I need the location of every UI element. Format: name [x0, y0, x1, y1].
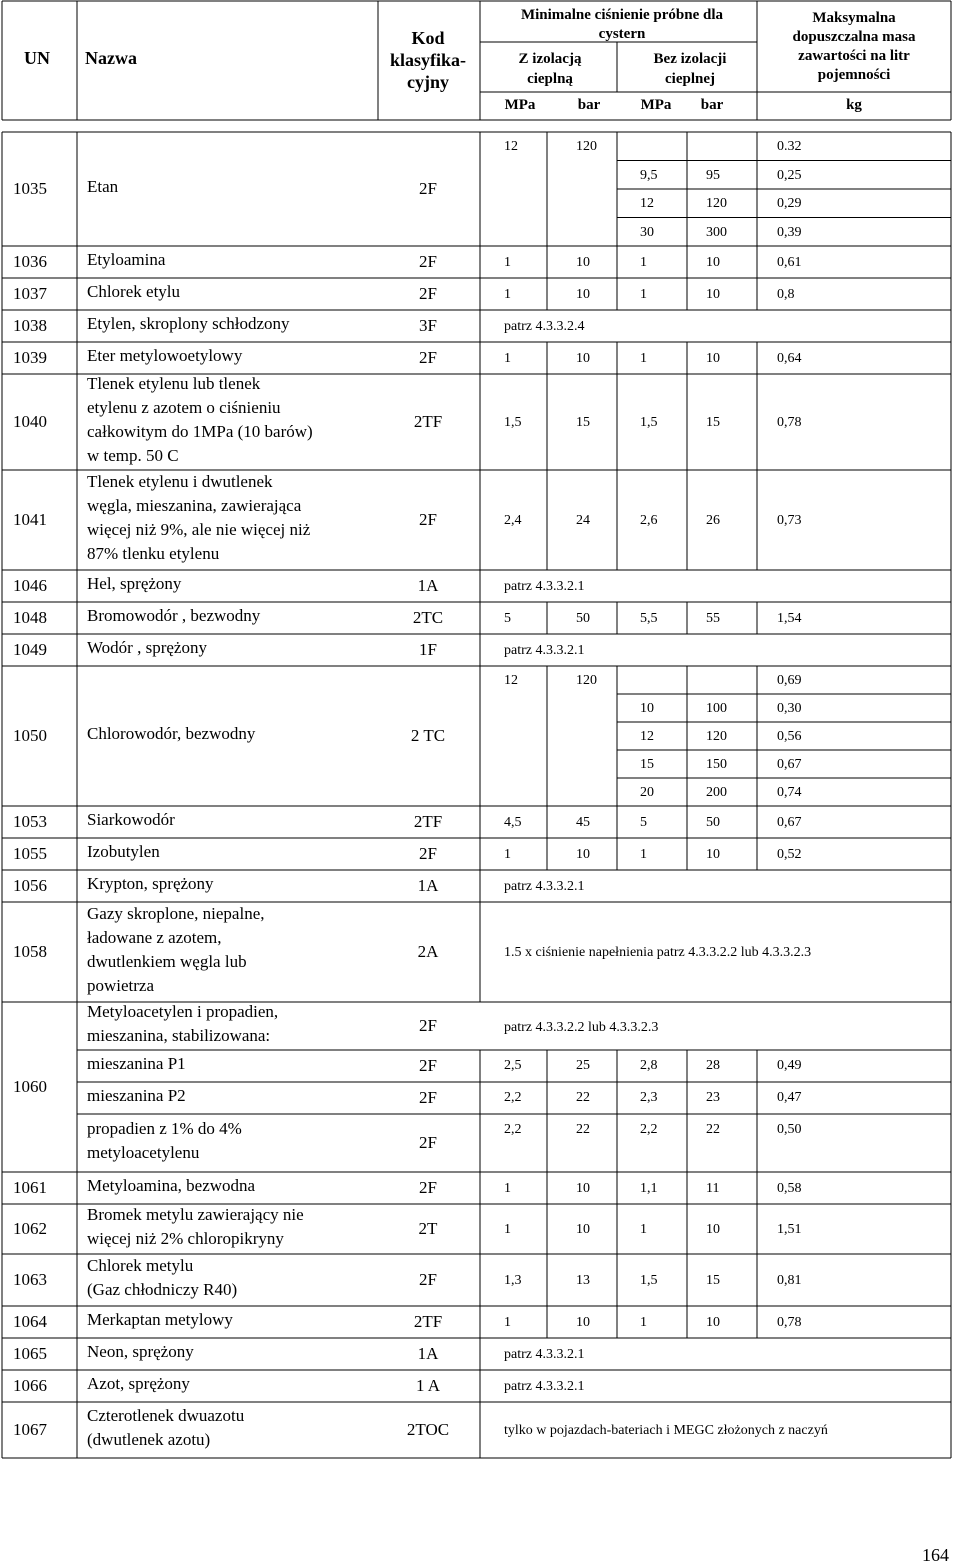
- class-code: 1A: [417, 576, 439, 595]
- header-name: Nazwa: [85, 48, 137, 68]
- substance-name: (dwutlenek azotu): [87, 1430, 211, 1449]
- substance-name: Bromowodór , bezwodny: [87, 606, 261, 625]
- value-cell: 25: [576, 1058, 590, 1073]
- un-number: 1048: [13, 608, 47, 627]
- class-code: 2F: [419, 252, 437, 271]
- note-text: patrz 4.3.3.2.1: [504, 643, 585, 658]
- substance-name: Eter metylowoetylowy: [87, 346, 243, 365]
- value-cell: 1: [504, 1181, 511, 1196]
- value-cell: 12: [504, 139, 518, 155]
- note-text: 1.5 x ciśnienie napełnienia patrz 4.3.3.2.2 lub 4.3.3.2.3: [504, 945, 812, 960]
- value-cell: 5: [504, 611, 511, 626]
- value-cell: 95: [706, 167, 720, 183]
- un-number: 1038: [13, 316, 47, 335]
- value-cell: 1: [640, 351, 647, 366]
- page-number: 164: [922, 1545, 949, 1565]
- value-cell: 1,51: [777, 1222, 802, 1237]
- value-cell: 10: [706, 1222, 720, 1237]
- value-cell: 22: [576, 1090, 590, 1105]
- value-cell: 0,78: [777, 1315, 802, 1330]
- value-cell: 1: [504, 351, 511, 366]
- class-code: 2F: [419, 510, 437, 529]
- value-cell: 2,8: [640, 1058, 658, 1073]
- class-code: 2T: [418, 1219, 438, 1238]
- substance-name: węgla, mieszanina, zawierająca: [87, 496, 302, 515]
- value-cell: 0.32: [777, 139, 802, 155]
- header-un: UN: [24, 48, 50, 68]
- un-number: 1035: [13, 179, 47, 198]
- substance-name: powietrza: [87, 976, 155, 995]
- value-cell: 10: [706, 351, 720, 366]
- value-cell: 1: [504, 287, 511, 302]
- value-cell: 1,54: [777, 611, 802, 626]
- value-cell: 0,69: [777, 673, 802, 688]
- value-cell: 1: [504, 255, 511, 270]
- class-code: 2A: [417, 942, 439, 961]
- substance-name: Tlenek etylenu i dwutlenek: [87, 472, 273, 491]
- value-cell: 10: [706, 847, 720, 862]
- header-class-code: klasyfika-: [389, 50, 467, 70]
- substance-name: Metyloamina, bezwodna: [87, 1176, 256, 1195]
- substance-name: Merkaptan metylowy: [87, 1310, 233, 1329]
- value-cell: 12: [504, 673, 518, 688]
- value-cell: 200: [706, 785, 727, 800]
- un-number: 1067: [13, 1420, 47, 1439]
- substance-name: Hel, sprężony: [87, 574, 182, 593]
- class-code: 2F: [419, 284, 437, 303]
- value-cell: 45: [576, 815, 590, 830]
- value-cell: 2,3: [640, 1090, 658, 1105]
- substance-name: Azot, sprężony: [87, 1374, 190, 1393]
- un-number: 1062: [13, 1219, 47, 1238]
- value-cell: 1,5: [640, 415, 658, 430]
- value-cell: 5,5: [640, 611, 658, 626]
- value-cell: 11: [706, 1181, 720, 1196]
- value-cell: 120: [706, 729, 727, 744]
- value-cell: 1: [504, 1222, 511, 1237]
- value-cell: 10: [706, 1315, 720, 1330]
- header-class-code: cyjny: [407, 72, 449, 92]
- value-cell: 1: [504, 1315, 511, 1330]
- note-text: patrz 4.3.3.2.1: [504, 579, 585, 594]
- header-min-pressure: Minimalne ciśnienie próbne dla: [520, 7, 724, 23]
- substance-name: ładowane z azotem,: [87, 928, 222, 947]
- substance-name: propadien z 1% do 4%: [87, 1119, 242, 1138]
- class-code: 1A: [417, 876, 439, 895]
- value-cell: 10: [576, 287, 590, 302]
- class-code: 2F: [419, 348, 437, 367]
- value-cell: 30: [640, 224, 654, 240]
- header-unit: MPa: [640, 97, 672, 113]
- un-number: 1049: [13, 640, 47, 659]
- substance-name: mieszanina P2: [87, 1086, 186, 1105]
- value-cell: 1: [640, 1315, 647, 1330]
- value-cell: 4,5: [504, 815, 522, 830]
- class-code: 2F: [419, 1016, 437, 1035]
- value-cell: 0,50: [777, 1122, 802, 1137]
- class-code: 2TF: [413, 1312, 443, 1331]
- un-number: 1063: [13, 1270, 47, 1289]
- header-max-mass: zawartości na litr: [798, 48, 910, 64]
- value-cell: 0,81: [777, 1273, 802, 1288]
- header-unit: MPa: [504, 97, 536, 113]
- note-text: patrz 4.3.3.2.4: [504, 319, 585, 334]
- value-cell: 2,4: [504, 513, 522, 528]
- un-number: 1041: [13, 510, 47, 529]
- value-cell: 12: [640, 196, 654, 212]
- value-cell: 28: [706, 1058, 720, 1073]
- value-cell: 0,52: [777, 847, 802, 862]
- class-code: 2F: [419, 1270, 437, 1289]
- un-number: 1037: [13, 284, 47, 303]
- un-number: 1036: [13, 252, 47, 271]
- class-code: 2F: [419, 1133, 437, 1152]
- substance-name: 87% tlenku etylenu: [87, 544, 220, 563]
- value-cell: 0,30: [777, 701, 802, 716]
- un-number: 1056: [13, 876, 47, 895]
- value-cell: 100: [706, 701, 727, 716]
- value-cell: 1,5: [640, 1273, 658, 1288]
- value-cell: 13: [576, 1273, 590, 1288]
- un-number: 1060: [13, 1077, 47, 1096]
- header-insulated: Z izolacją: [518, 51, 582, 67]
- value-cell: 0,56: [777, 729, 802, 744]
- substance-name: mieszanina, stabilizowana:: [87, 1026, 271, 1045]
- substance-name: Chlorowodór, bezwodny: [87, 724, 256, 743]
- value-cell: 300: [706, 224, 727, 240]
- class-code: 2 TC: [410, 726, 446, 745]
- value-cell: 2,6: [640, 513, 658, 528]
- substance-name: Tlenek etylenu lub tlenek: [87, 374, 261, 393]
- value-cell: 0,39: [777, 224, 802, 240]
- un-number: 1066: [13, 1376, 47, 1395]
- class-code: 2F: [419, 1088, 437, 1107]
- substance-name: Neon, sprężony: [87, 1342, 194, 1361]
- value-cell: 2,2: [504, 1090, 522, 1105]
- value-cell: 10: [576, 255, 590, 270]
- substance-name: więcej niż 9%, ale nie więcej niż: [87, 520, 311, 539]
- value-cell: 10: [706, 255, 720, 270]
- value-cell: 10: [576, 1181, 590, 1196]
- value-cell: 0,64: [777, 351, 802, 366]
- value-cell: 1: [504, 847, 511, 862]
- class-code: 2TOC: [406, 1420, 450, 1439]
- substance-name: Etyloamina: [87, 250, 166, 269]
- note-text: patrz 4.3.3.2.2 lub 4.3.3.2.3: [504, 1020, 659, 1035]
- value-cell: 0,25: [777, 167, 802, 183]
- value-cell: 10: [576, 847, 590, 862]
- class-code: 2F: [419, 179, 437, 198]
- value-cell: 2,5: [504, 1058, 522, 1073]
- value-cell: 120: [706, 196, 727, 212]
- value-cell: 0,49: [777, 1058, 802, 1073]
- value-cell: 120: [576, 139, 597, 155]
- un-number: 1053: [13, 812, 47, 831]
- header-max-mass: pojemności: [817, 67, 891, 83]
- value-cell: 120: [576, 673, 597, 688]
- un-number: 1050: [13, 726, 47, 745]
- value-cell: 2,2: [504, 1122, 522, 1137]
- un-number: 1039: [13, 348, 47, 367]
- substance-name: Chlorek metylu: [87, 1256, 194, 1275]
- value-cell: 26: [706, 513, 720, 528]
- value-cell: 10: [576, 1222, 590, 1237]
- header-max-mass: dopuszczalna masa: [792, 29, 916, 45]
- header-unit: bar: [577, 97, 601, 113]
- class-code: 1 A: [415, 1376, 441, 1395]
- value-cell: 12: [640, 729, 654, 744]
- note-text: patrz 4.3.3.2.1: [504, 1379, 585, 1394]
- header-min-pressure: cystern: [598, 26, 646, 42]
- class-code: 2TF: [413, 412, 443, 431]
- value-cell: 15: [640, 757, 654, 772]
- class-code: 2F: [419, 844, 437, 863]
- substance-name: całkowitym do 1MPa (10 barów): [87, 422, 313, 441]
- substance-name: dwutlenkiem węgla lub: [87, 952, 247, 971]
- substance-name: mieszanina P1: [87, 1054, 186, 1073]
- value-cell: 10: [576, 1315, 590, 1330]
- substance-name: w temp. 50 C: [87, 446, 179, 465]
- substance-name: Etylen, skroplony schłodzony: [87, 314, 290, 333]
- substance-name: Czterotlenek dwuazotu: [87, 1406, 245, 1425]
- substance-name: Krypton, sprężony: [87, 874, 214, 893]
- class-code: 2F: [419, 1056, 437, 1075]
- value-cell: 1,1: [640, 1181, 658, 1196]
- value-cell: 0,8: [777, 287, 795, 302]
- value-cell: 0,74: [777, 785, 802, 800]
- substance-name: Izobutylen: [87, 842, 160, 861]
- value-cell: 5: [640, 815, 647, 830]
- substance-name: Etan: [87, 177, 119, 196]
- class-code: 1F: [419, 640, 437, 659]
- substance-name: (Gaz chłodniczy R40): [87, 1280, 238, 1299]
- value-cell: 0,67: [777, 757, 802, 772]
- value-cell: 0,29: [777, 196, 802, 212]
- value-cell: 10: [706, 287, 720, 302]
- substance-name: metyloacetylenu: [87, 1143, 200, 1162]
- value-cell: 22: [576, 1122, 590, 1137]
- value-cell: 1: [640, 287, 647, 302]
- value-cell: 1: [640, 1222, 647, 1237]
- value-cell: 9,5: [640, 167, 658, 183]
- class-code: 1A: [417, 1344, 439, 1363]
- header-uninsulated: Bez izolacji: [653, 51, 727, 67]
- value-cell: 1,3: [504, 1273, 522, 1288]
- note-text: patrz 4.3.3.2.1: [504, 1347, 585, 1362]
- value-cell: 1,5: [504, 415, 522, 430]
- note-text: tylko w pojazdach-bateriach i MEGC złożonych z naczyń: [504, 1423, 828, 1438]
- class-code: 2TF: [413, 812, 443, 831]
- value-cell: 50: [706, 815, 720, 830]
- substance-name: Siarkowodór: [87, 810, 175, 829]
- value-cell: 50: [576, 611, 590, 626]
- class-code: 3F: [419, 316, 437, 335]
- note-text: patrz 4.3.3.2.1: [504, 879, 585, 894]
- un-number: 1058: [13, 942, 47, 961]
- value-cell: 2,2: [640, 1122, 658, 1137]
- header-class-code: Kod: [411, 28, 445, 48]
- un-number: 1061: [13, 1178, 47, 1197]
- substance-name: etylenu z azotem o ciśnieniu: [87, 398, 281, 417]
- value-cell: 0,58: [777, 1181, 802, 1196]
- value-cell: 15: [706, 1273, 720, 1288]
- header-max-mass: Maksymalna: [812, 10, 896, 26]
- header-insulated: cieplną: [527, 71, 573, 87]
- header-unit: kg: [846, 97, 862, 113]
- value-cell: 20: [640, 785, 654, 800]
- value-cell: 1: [640, 847, 647, 862]
- value-cell: 24: [576, 513, 590, 528]
- un-number: 1064: [13, 1312, 47, 1331]
- value-cell: 10: [576, 351, 590, 366]
- substance-name: Metyloacetylen i propadien,: [87, 1002, 279, 1021]
- value-cell: 55: [706, 611, 720, 626]
- value-cell: 0,73: [777, 513, 802, 528]
- class-code: 2TC: [412, 608, 444, 627]
- value-cell: 0,47: [777, 1090, 802, 1105]
- value-cell: 22: [706, 1122, 720, 1137]
- value-cell: 150: [706, 757, 727, 772]
- substance-name: Wodór , sprężony: [87, 638, 207, 657]
- class-code: 2F: [419, 1178, 437, 1197]
- substance-name: Gazy skroplone, niepalne,: [87, 904, 265, 923]
- un-number: 1065: [13, 1344, 47, 1363]
- un-number: 1055: [13, 844, 47, 863]
- header-unit: bar: [700, 97, 724, 113]
- un-number: 1040: [13, 412, 47, 431]
- value-cell: 10: [640, 701, 654, 716]
- value-cell: 0,78: [777, 415, 802, 430]
- substance-name: więcej niż 2% chloropikryny: [87, 1229, 284, 1248]
- substance-name: Bromek metylu zawierający nie: [87, 1205, 304, 1224]
- header-uninsulated: cieplnej: [665, 71, 715, 87]
- value-cell: 15: [576, 415, 590, 430]
- value-cell: 0,67: [777, 815, 802, 830]
- value-cell: 1: [640, 255, 647, 270]
- value-cell: 23: [706, 1090, 720, 1105]
- value-cell: 0,61: [777, 255, 802, 270]
- value-cell: 15: [706, 415, 720, 430]
- un-number: 1046: [13, 576, 47, 595]
- substance-name: Chlorek etylu: [87, 282, 181, 301]
